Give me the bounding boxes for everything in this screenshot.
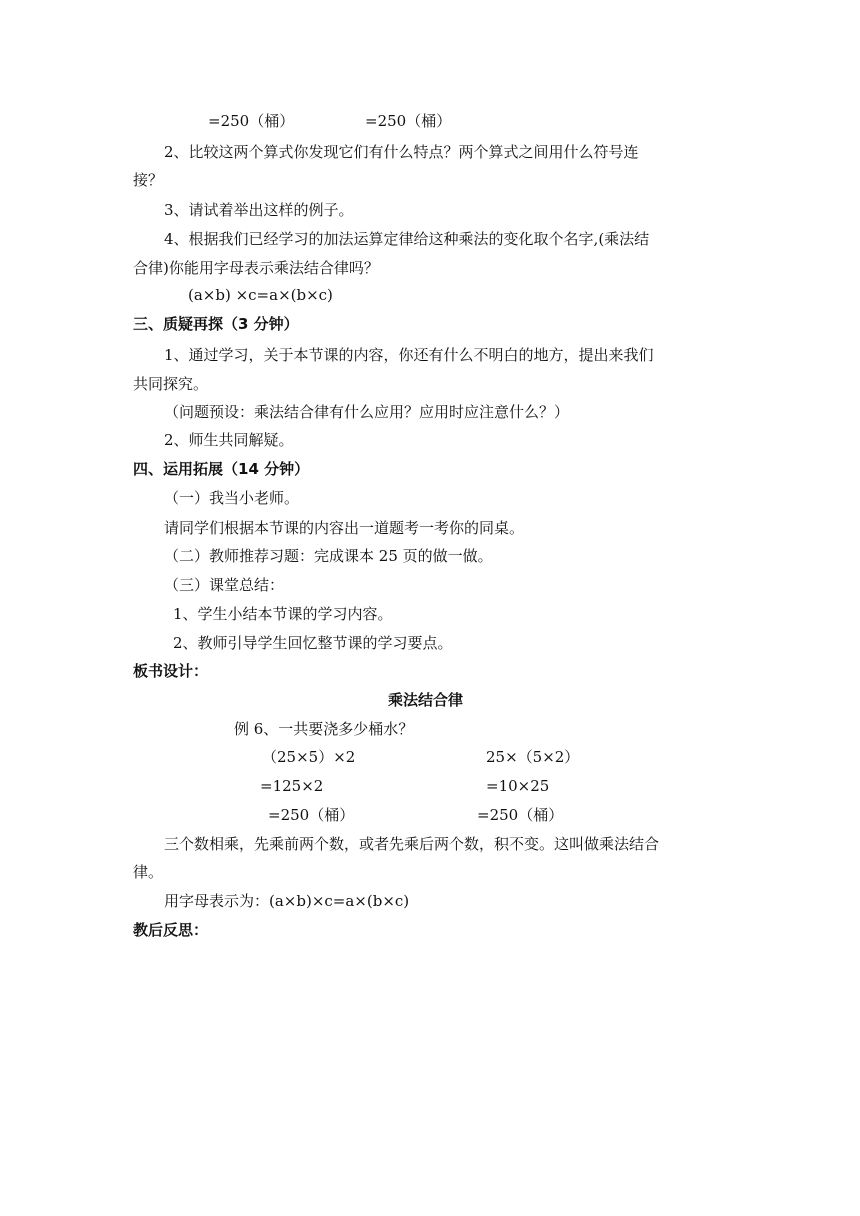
question-item-continued: 接？ (133, 171, 164, 189)
section-heading: 三、质疑再探（3 分钟） (133, 315, 299, 333)
board-equation-right: 25×（5×2） (486, 748, 580, 766)
equation-line: =250（桶） (365, 112, 452, 130)
paragraph-line: 共同探究。 (133, 375, 209, 393)
question-item-continued: 合律)你能用字母表示乘法结合律吗？ (133, 259, 379, 277)
paragraph-line: 律。 (133, 863, 164, 881)
paragraph-line: （问题预设：乘法结合律有什么应用？应用时应注意什么？） (164, 403, 570, 421)
board-equation-right: =250（桶） (477, 806, 564, 824)
paragraph-line: 请同学们根据本节课的内容出一道题考一考你的同桌。 (164, 519, 525, 537)
section-heading: 四、运用拓展（14 分钟） (133, 460, 310, 478)
paragraph-line: 2、教师引导学生回忆整节课的学习要点。 (173, 634, 453, 652)
board-equation-left: （25×5）×2 (262, 748, 356, 766)
board-example: 例 6、一共要浇多少桶水？ (234, 720, 414, 738)
paragraph-line: （二）教师推荐习题：完成课本 25 页的做一做。 (164, 547, 493, 565)
board-equation-left: =250（桶） (268, 806, 355, 824)
board-equation-right: =10×25 (486, 777, 550, 795)
paragraph-line: 2、师生共同解疑。 (164, 431, 294, 449)
question-item: 3、请试着举出这样的例子。 (164, 201, 354, 219)
paragraph-line: （一）我当小老师。 (164, 489, 300, 507)
equation-line: =250（桶） (208, 112, 295, 130)
board-title: 乘法结合律 (388, 691, 464, 709)
paragraph-line: 三个数相乘，先乘前两个数，或者先乘后两个数，积不变。这叫做乘法结合 (164, 835, 660, 853)
section-heading: 板书设计： (133, 662, 209, 680)
paragraph-line: 1、学生小结本节课的学习内容。 (173, 605, 393, 623)
board-equation-left: =125×2 (260, 777, 324, 795)
paragraph-line: （三）课堂总结： (164, 576, 285, 594)
question-item: 2、比较这两个算式你发现它们有什么特点？两个算式之间用什么符号连 (164, 143, 639, 161)
question-item: 4、根据我们已经学习的加法运算定律给这种乘法的变化取个名字,(乘法结 (164, 230, 650, 248)
paragraph-line: 1、通过学习，关于本节课的内容，你还有什么不明白的地方，提出来我们 (164, 346, 654, 364)
section-heading: 教后反思： (133, 921, 209, 939)
formula-line: (a×b) ×c=a×(b×c) (188, 286, 333, 304)
paragraph-line: 用字母表示为：(a×b)×c=a×(b×c) (164, 892, 410, 910)
